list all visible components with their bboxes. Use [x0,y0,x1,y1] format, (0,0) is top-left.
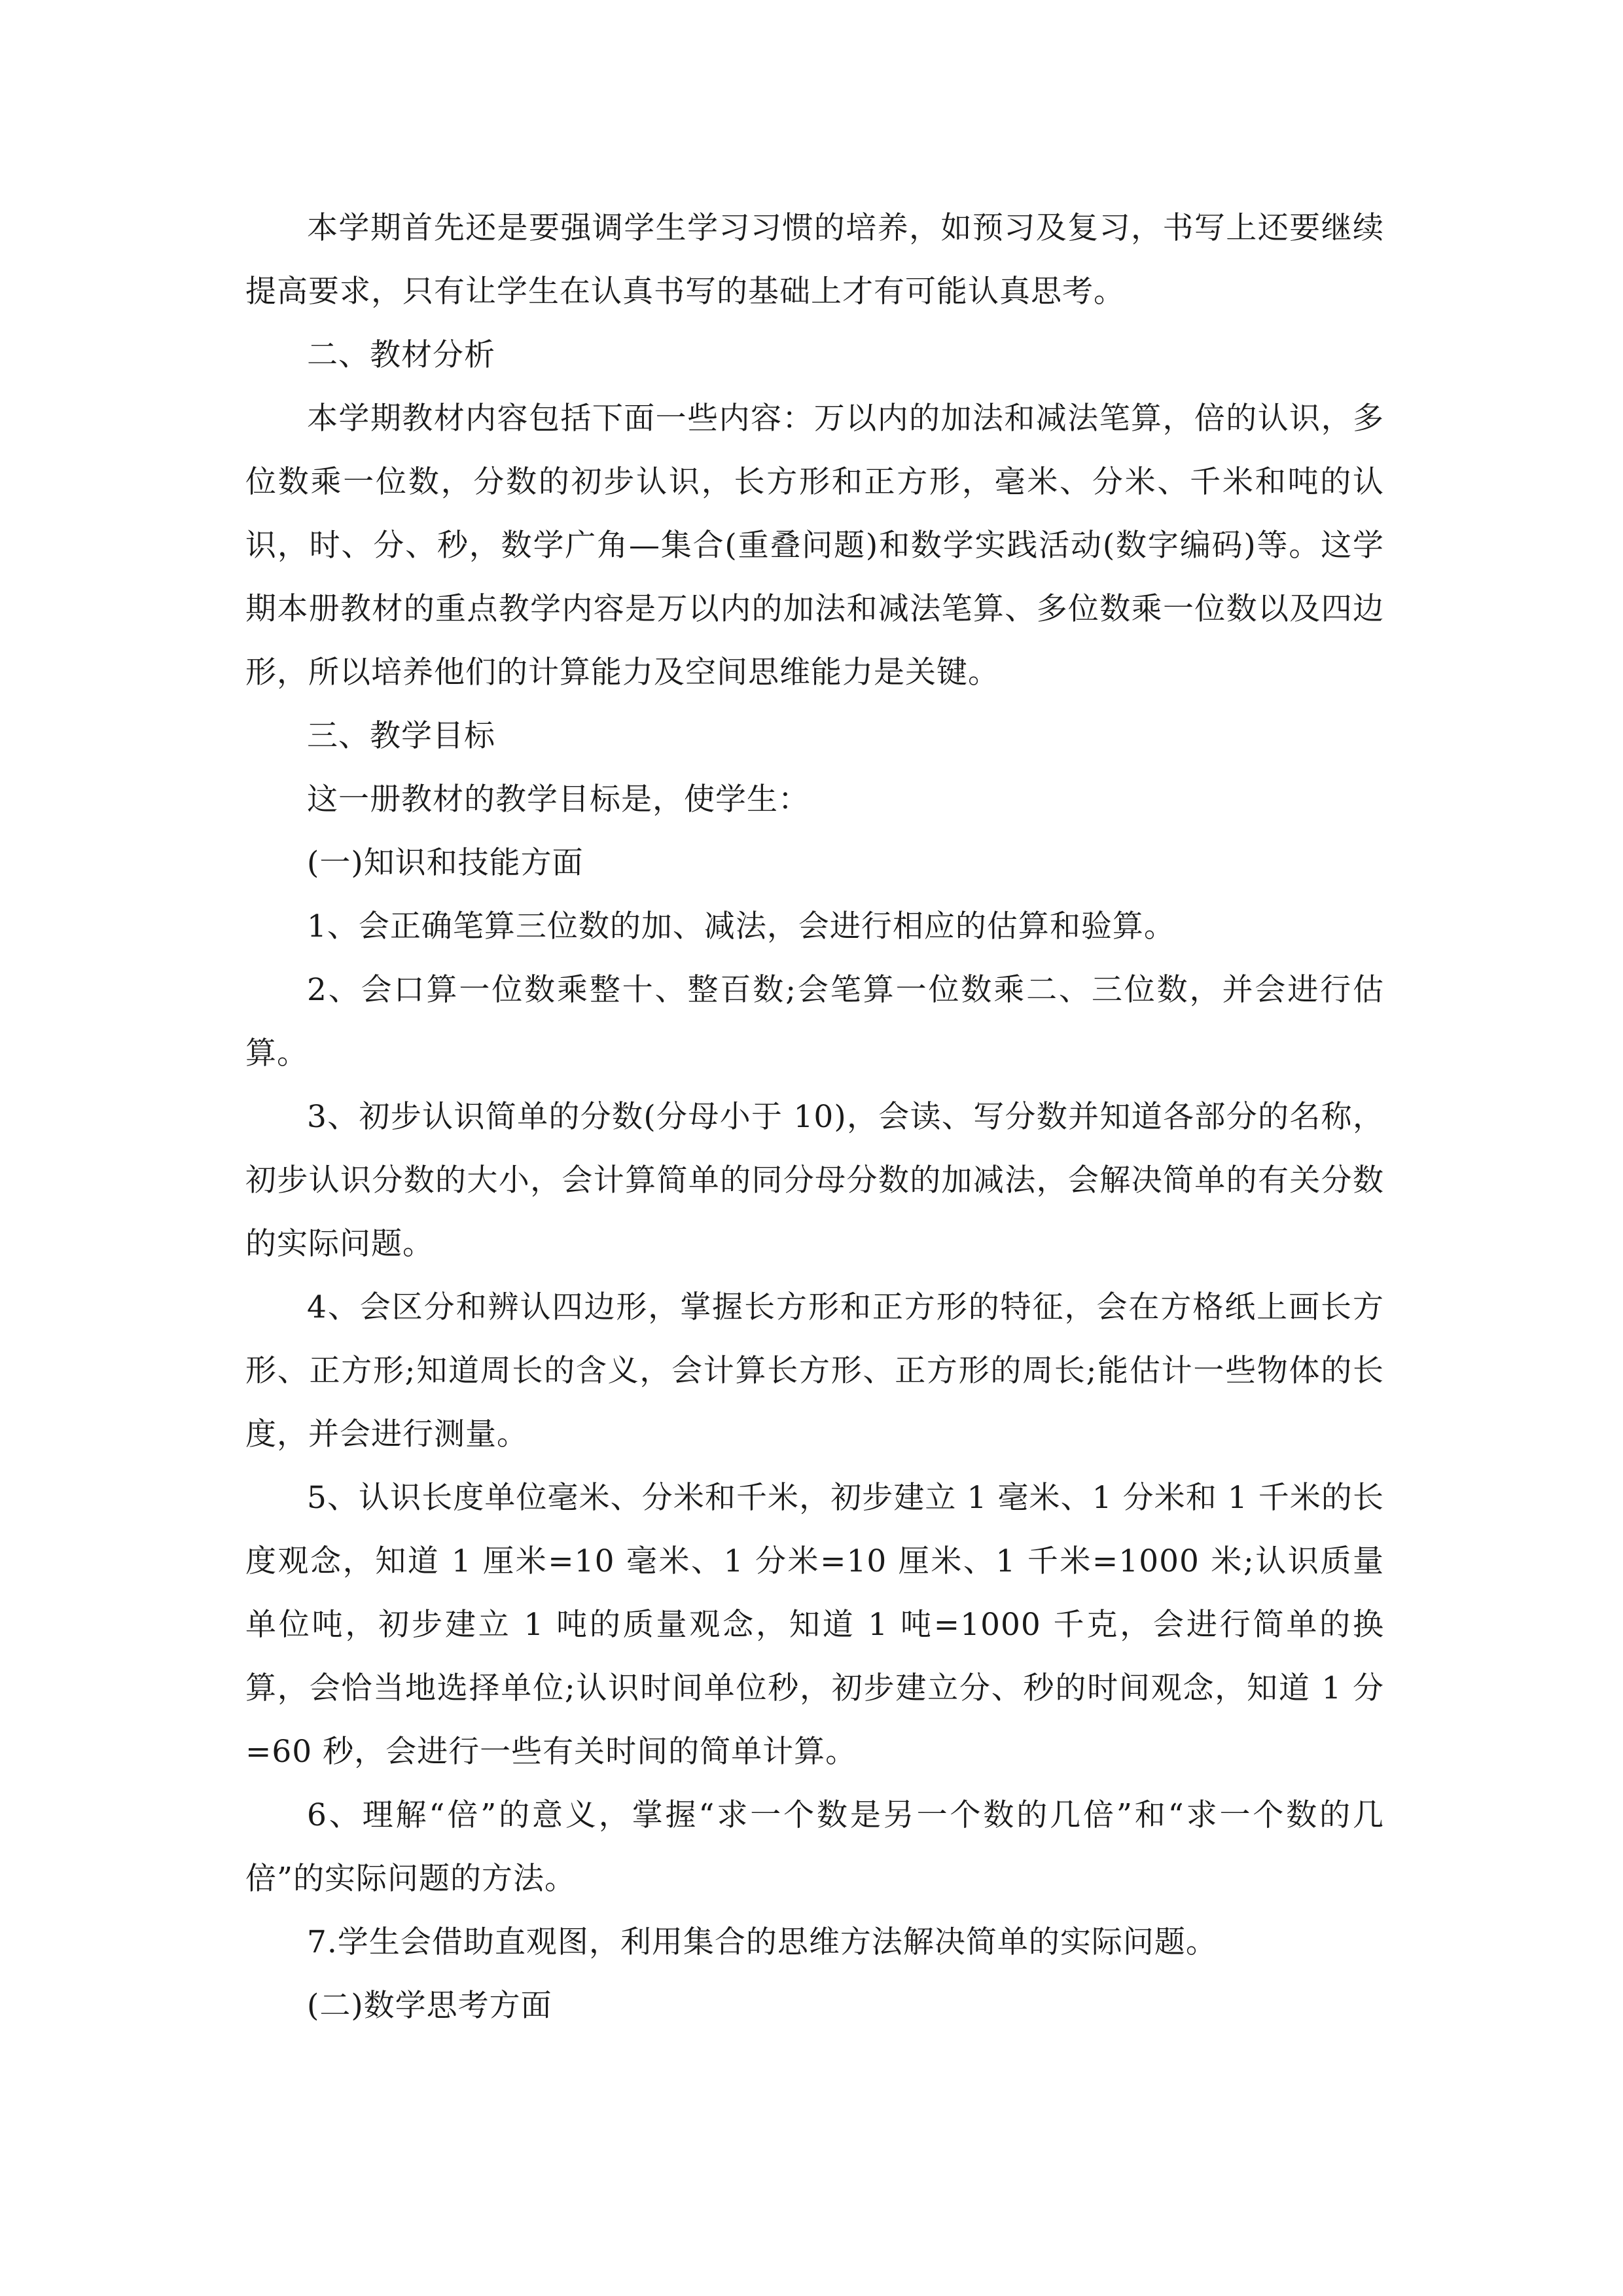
list-item-goal-4: 4、会区分和辨认四边形，掌握长方形和正方形的特征，会在方格纸上画长方形、正方形;知道周长的含义，会计算长方形、正方形的周长;能估计一些物体的长度，并会进行测量。 [245,1289,1384,1452]
list-item-goal-1: 1、会正确笔算三位数的加、减法，会进行相应的估算和验算。 [307,908,1175,944]
section-heading-textbook-analysis: 二、教材分析 [307,337,495,373]
list-item-goal-6: 6、理解“倍”的意义，掌握“求一个数是另一个数的几倍”和“求一个数的几倍”的实际问题的方法。 [245,1797,1384,1897]
document-body [245,196,1384,2037]
list-item-goal-2: 2、会口算一位数乘整十、整百数;会笔算一位数乘二、三位数，并会进行估算。 [245,972,1384,1071]
list-item-goal-3: 3、初步认识简单的分数(分母小于 10)，会读、写分数并知道各部分的名称，初步认识分数的大小，会计算简单的同分母分数的加减法，会解决简单的有关分数的实际问题。 [245,1099,1384,1262]
list-item-goal-5: 5、认识长度单位毫米、分米和千米，初步建立 1 毫米、1 分米和 1 千米的长度观念，知道 1 厘米=10 毫米、1 分米=10 厘米、1 千米=1000 米;认识质量单位吨，初步建立 1 吨的质量观念，知道 1 吨=1000 千克，会进行简单的换算，会恰当地选择单位;认识时间单位秒，初步建立分、秒的时间观念，知道 1 分=60 秒，会进行一些有关时间的简单计算。 [245,1480,1384,1770]
section-heading-teaching-goals: 三、教学目标 [307,718,495,754]
subheading-math-thinking: (二)数学思考方面 [307,1988,552,2024]
paragraph-habits: 本学期首先还是要强调学生学习习惯的培养，如预习及复习，书写上还要继续提高要求，只有让学生在认真书写的基础上才有可能认真思考。 [245,210,1384,310]
list-item-goal-7: 7.学生会借助直观图，利用集合的思维方法解决简单的实际问题。 [307,1924,1217,1960]
paragraph-goals-intro: 这一册教材的教学目标是，使学生： [307,781,810,817]
subheading-knowledge-skills: (一)知识和技能方面 [307,845,584,881]
paragraph-textbook-content: 本学期教材内容包括下面一些内容：万以内的加法和减法笔算，倍的认识，多位数乘一位数，分数的初步认识，长方形和正方形，毫米、分米、千米和吨的认识，时、分、秒，数学广角—集合(重叠问题)和数学实践活动(数字编码)等。这学期本册教材的重点教学内容是万以内的加法和减法笔算、多位数乘一位数以及四边形，所以培养他们的计算能力及空间思维能力是关键。 [245,401,1384,691]
